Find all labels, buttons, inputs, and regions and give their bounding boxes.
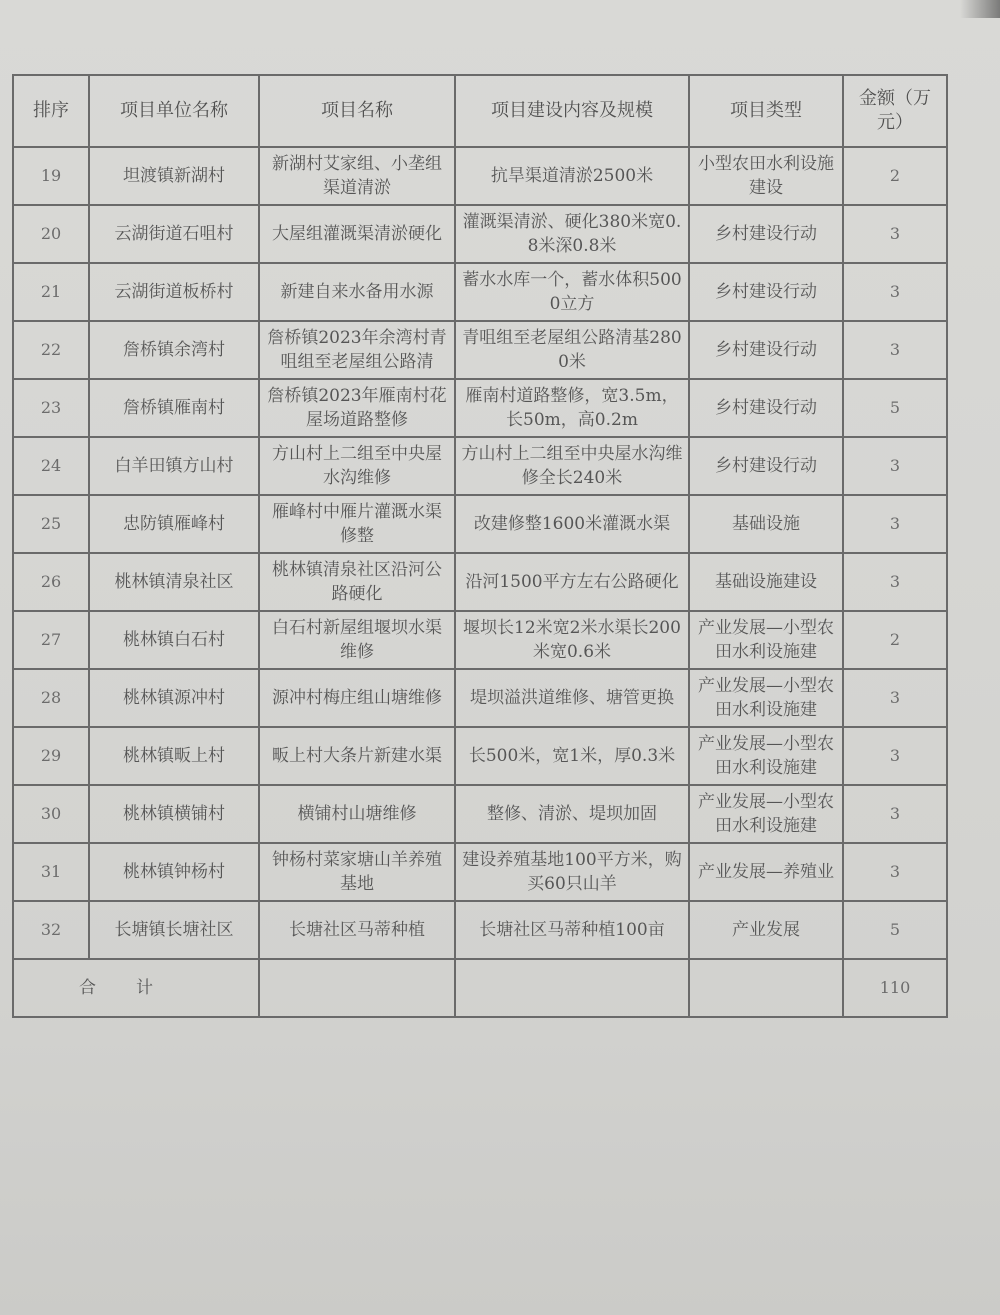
row-type: 乡村建设行动 bbox=[689, 205, 843, 263]
row-unit: 云湖街道板桥村 bbox=[89, 263, 259, 321]
row-project: 钟杨村菜家塘山羊养殖基地 bbox=[259, 843, 455, 901]
row-unit: 忠防镇雁峰村 bbox=[89, 495, 259, 553]
total-label-text: 合计 bbox=[79, 978, 193, 998]
row-amount: 3 bbox=[843, 785, 947, 843]
row-content: 堤坝溢洪道维修、塘管更换 bbox=[455, 669, 689, 727]
row-project: 长塘社区马蒂种植 bbox=[259, 901, 455, 959]
row-project: 大屋组灌溉渠清淤硬化 bbox=[259, 205, 455, 263]
header-index: 排序 bbox=[13, 75, 89, 147]
row-index: 29 bbox=[13, 727, 89, 785]
project-table bbox=[12, 74, 948, 1018]
row-project: 詹桥镇2023年余湾村青咀组至老屋组公路清 bbox=[259, 321, 455, 379]
row-unit: 桃林镇钟杨村 bbox=[89, 843, 259, 901]
header-content: 项目建设内容及规模 bbox=[455, 75, 689, 147]
row-project: 源冲村梅庄组山塘维修 bbox=[259, 669, 455, 727]
total-empty-type bbox=[689, 959, 843, 1017]
total-row bbox=[13, 959, 947, 1017]
row-type: 产业发展—小型农田水利设施建 bbox=[689, 669, 843, 727]
row-amount: 3 bbox=[843, 495, 947, 553]
table-row bbox=[13, 379, 947, 437]
header-unit: 项目单位名称 bbox=[89, 75, 259, 147]
row-unit: 詹桥镇雁南村 bbox=[89, 379, 259, 437]
row-index: 30 bbox=[13, 785, 89, 843]
row-amount: 3 bbox=[843, 669, 947, 727]
table-row bbox=[13, 205, 947, 263]
row-content: 雁南村道路整修，宽3.5m，长50m，高0.2m bbox=[455, 379, 689, 437]
row-content: 方山村上二组至中央屋水沟维修全长240米 bbox=[455, 437, 689, 495]
row-unit: 桃林镇横铺村 bbox=[89, 785, 259, 843]
table-row bbox=[13, 843, 947, 901]
row-content: 堰坝长12米宽2米水渠长200米宽0.6米 bbox=[455, 611, 689, 669]
header-amount: 金额（万元） bbox=[843, 75, 947, 147]
row-index: 21 bbox=[13, 263, 89, 321]
row-type: 乡村建设行动 bbox=[689, 379, 843, 437]
row-type: 小型农田水利设施建设 bbox=[689, 147, 843, 205]
row-amount: 3 bbox=[843, 321, 947, 379]
row-content: 抗旱渠道清淤2500米 bbox=[455, 147, 689, 205]
row-content: 建设养殖基地100平方米，购买60只山羊 bbox=[455, 843, 689, 901]
row-type: 基础设施建设 bbox=[689, 553, 843, 611]
header-project: 项目名称 bbox=[259, 75, 455, 147]
row-project: 畈上村大条片新建水渠 bbox=[259, 727, 455, 785]
row-index: 19 bbox=[13, 147, 89, 205]
row-type: 产业发展 bbox=[689, 901, 843, 959]
table-row bbox=[13, 553, 947, 611]
row-index: 22 bbox=[13, 321, 89, 379]
row-index: 24 bbox=[13, 437, 89, 495]
table-row bbox=[13, 495, 947, 553]
table-row bbox=[13, 611, 947, 669]
row-index: 32 bbox=[13, 901, 89, 959]
row-amount: 2 bbox=[843, 611, 947, 669]
row-unit: 坦渡镇新湖村 bbox=[89, 147, 259, 205]
row-type: 产业发展—小型农田水利设施建 bbox=[689, 785, 843, 843]
row-index: 25 bbox=[13, 495, 89, 553]
table-row bbox=[13, 901, 947, 959]
row-unit: 桃林镇源冲村 bbox=[89, 669, 259, 727]
row-index: 27 bbox=[13, 611, 89, 669]
table-row bbox=[13, 321, 947, 379]
row-project: 白石村新屋组堰坝水渠维修 bbox=[259, 611, 455, 669]
row-amount: 5 bbox=[843, 379, 947, 437]
row-index: 31 bbox=[13, 843, 89, 901]
header-type: 项目类型 bbox=[689, 75, 843, 147]
row-amount: 3 bbox=[843, 205, 947, 263]
row-index: 20 bbox=[13, 205, 89, 263]
table-row bbox=[13, 785, 947, 843]
total-label bbox=[13, 959, 259, 1017]
row-unit: 长塘镇长塘社区 bbox=[89, 901, 259, 959]
row-content: 沿河1500平方左右公路硬化 bbox=[455, 553, 689, 611]
row-project: 雁峰村中雁片灌溉水渠修整 bbox=[259, 495, 455, 553]
row-unit: 云湖街道石咀村 bbox=[89, 205, 259, 263]
row-content: 蓄水水库一个，蓄水体积5000立方 bbox=[455, 263, 689, 321]
table-row bbox=[13, 263, 947, 321]
row-index: 23 bbox=[13, 379, 89, 437]
row-index: 28 bbox=[13, 669, 89, 727]
edge-shadow bbox=[960, 0, 1000, 18]
row-unit: 桃林镇畈上村 bbox=[89, 727, 259, 785]
table-row bbox=[13, 727, 947, 785]
row-content: 青咀组至老屋组公路清基2800米 bbox=[455, 321, 689, 379]
row-type: 乡村建设行动 bbox=[689, 321, 843, 379]
row-content: 改建修整1600米灌溉水渠 bbox=[455, 495, 689, 553]
table-row bbox=[13, 669, 947, 727]
row-amount: 3 bbox=[843, 727, 947, 785]
row-amount: 2 bbox=[843, 147, 947, 205]
row-content: 长500米，宽1米，厚0.3米 bbox=[455, 727, 689, 785]
row-index: 26 bbox=[13, 553, 89, 611]
table-row bbox=[13, 437, 947, 495]
row-content: 长塘社区马蒂种植100亩 bbox=[455, 901, 689, 959]
row-project: 詹桥镇2023年雁南村花屋场道路整修 bbox=[259, 379, 455, 437]
row-content: 灌溉渠清淤、硬化380米宽0.8米深0.8米 bbox=[455, 205, 689, 263]
row-type: 乡村建设行动 bbox=[689, 437, 843, 495]
row-project: 桃林镇清泉社区沿河公路硬化 bbox=[259, 553, 455, 611]
row-type: 基础设施 bbox=[689, 495, 843, 553]
row-type: 产业发展—小型农田水利设施建 bbox=[689, 727, 843, 785]
header-row bbox=[13, 75, 947, 147]
row-unit: 桃林镇清泉社区 bbox=[89, 553, 259, 611]
table-row bbox=[13, 147, 947, 205]
row-amount: 5 bbox=[843, 901, 947, 959]
row-type: 乡村建设行动 bbox=[689, 263, 843, 321]
row-amount: 3 bbox=[843, 263, 947, 321]
total-empty-content bbox=[455, 959, 689, 1017]
row-type: 产业发展—小型农田水利设施建 bbox=[689, 611, 843, 669]
row-project: 新湖村艾家组、小垄组渠道清淤 bbox=[259, 147, 455, 205]
total-empty-project bbox=[259, 959, 455, 1017]
total-amount: 110 bbox=[843, 959, 947, 1017]
row-unit: 白羊田镇方山村 bbox=[89, 437, 259, 495]
row-amount: 3 bbox=[843, 843, 947, 901]
row-content: 整修、清淤、堤坝加固 bbox=[455, 785, 689, 843]
row-amount: 3 bbox=[843, 553, 947, 611]
row-unit: 詹桥镇余湾村 bbox=[89, 321, 259, 379]
row-unit: 桃林镇白石村 bbox=[89, 611, 259, 669]
row-project: 横铺村山塘维修 bbox=[259, 785, 455, 843]
row-project: 新建自来水备用水源 bbox=[259, 263, 455, 321]
row-project: 方山村上二组至中央屋水沟维修 bbox=[259, 437, 455, 495]
row-amount: 3 bbox=[843, 437, 947, 495]
row-type: 产业发展—养殖业 bbox=[689, 843, 843, 901]
